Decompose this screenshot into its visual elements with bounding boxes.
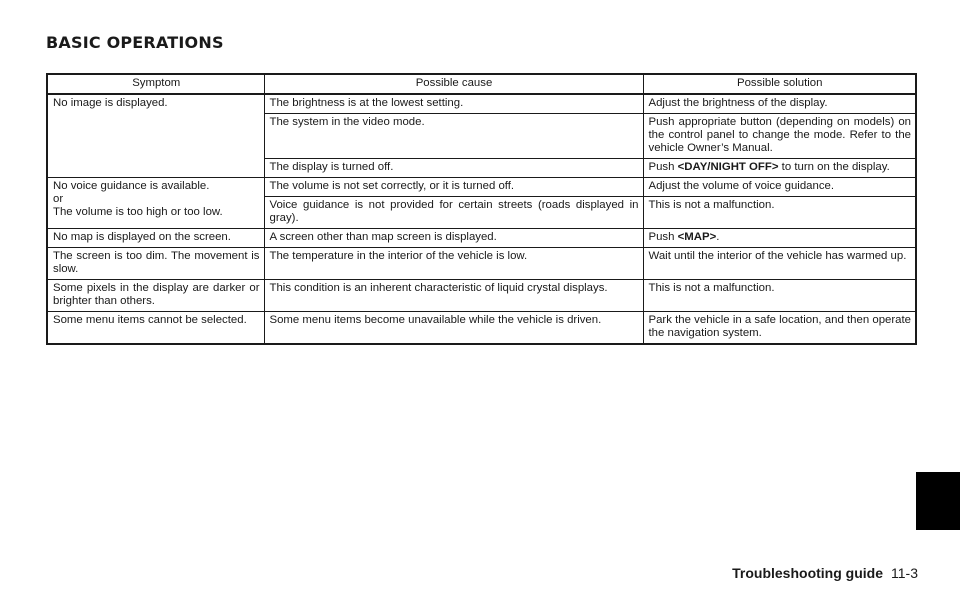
page-number: 11-3: [891, 565, 918, 581]
section-heading: BASIC OPERATIONS: [46, 33, 224, 52]
solution-text-suffix: to turn on the display.: [781, 161, 890, 173]
symptom-cell: Some menu items cannot be selected.: [47, 312, 264, 345]
table-row: [47, 248, 916, 280]
table-header-row: [47, 74, 916, 94]
solution-cell: Park the vehicle in a safe location, and then operate the navigation system.: [643, 312, 916, 345]
solution-text-prefix: Push: [648, 231, 675, 243]
table-row: [47, 229, 916, 248]
page-footer: [732, 565, 918, 581]
table-row: [47, 178, 916, 197]
solution-cell: Adjust the brightness of the display.: [643, 94, 916, 114]
cause-cell: The display is turned off.: [264, 159, 643, 178]
table-row: [47, 280, 916, 312]
header-possible-cause: Possible cause: [264, 74, 643, 94]
table-row: [47, 94, 916, 114]
symptom-cell: No image is displayed.: [47, 94, 264, 178]
symptom-cell: No map is displayed on the screen.: [47, 229, 264, 248]
solution-text-suffix: .: [716, 231, 720, 243]
table-row: [47, 312, 916, 345]
header-possible-solution: Possible solution: [643, 74, 916, 94]
cause-cell: The brightness is at the lowest setting.: [264, 94, 643, 114]
cause-cell: The temperature in the interior of the vehicle is low.: [264, 248, 643, 280]
button-key-day-night-off: <DAY/NIGHT OFF>: [677, 161, 779, 173]
chapter-tab-marker: [916, 472, 960, 530]
symptom-line: No voice guidance is available.: [53, 180, 210, 192]
cause-cell: This condition is an inherent characteristic of liquid crystal displays.: [264, 280, 643, 312]
footer-section-title: Troubleshooting guide: [732, 565, 884, 581]
cause-cell: The system in the video mode.: [264, 114, 643, 159]
solution-cell: Wait until the interior of the vehicle has warmed up.: [643, 248, 916, 280]
solution-cell: [643, 159, 916, 178]
symptom-cell: Some pixels in the display are darker or brighter than others.: [47, 280, 264, 312]
symptom-cell: The screen is too dim. The movement is slow.: [47, 248, 264, 280]
solution-text-prefix: Push: [648, 161, 675, 173]
symptom-line: The volume is too high or too low.: [53, 206, 223, 218]
solution-cell: [643, 229, 916, 248]
troubleshooting-table: [46, 73, 917, 345]
symptom-line: or: [53, 193, 64, 205]
cause-cell: A screen other than map screen is displayed.: [264, 229, 643, 248]
symptom-cell: [47, 178, 264, 229]
solution-cell: This is not a malfunction.: [643, 280, 916, 312]
cause-cell: Some menu items become unavailable while the vehicle is driven.: [264, 312, 643, 345]
solution-cell: Adjust the volume of voice guidance.: [643, 178, 916, 197]
header-symptom: Symptom: [47, 74, 264, 94]
cause-cell: Voice guidance is not provided for certain streets (roads displayed in gray).: [264, 197, 643, 229]
solution-cell: This is not a malfunction.: [643, 197, 916, 229]
cause-cell: The volume is not set correctly, or it is turned off.: [264, 178, 643, 197]
solution-cell: Push appropriate button (depending on models) on the control panel to change the mode. Refer to the vehicle Owner’s Manual.: [643, 114, 916, 159]
button-key-map: <MAP>: [677, 231, 717, 243]
